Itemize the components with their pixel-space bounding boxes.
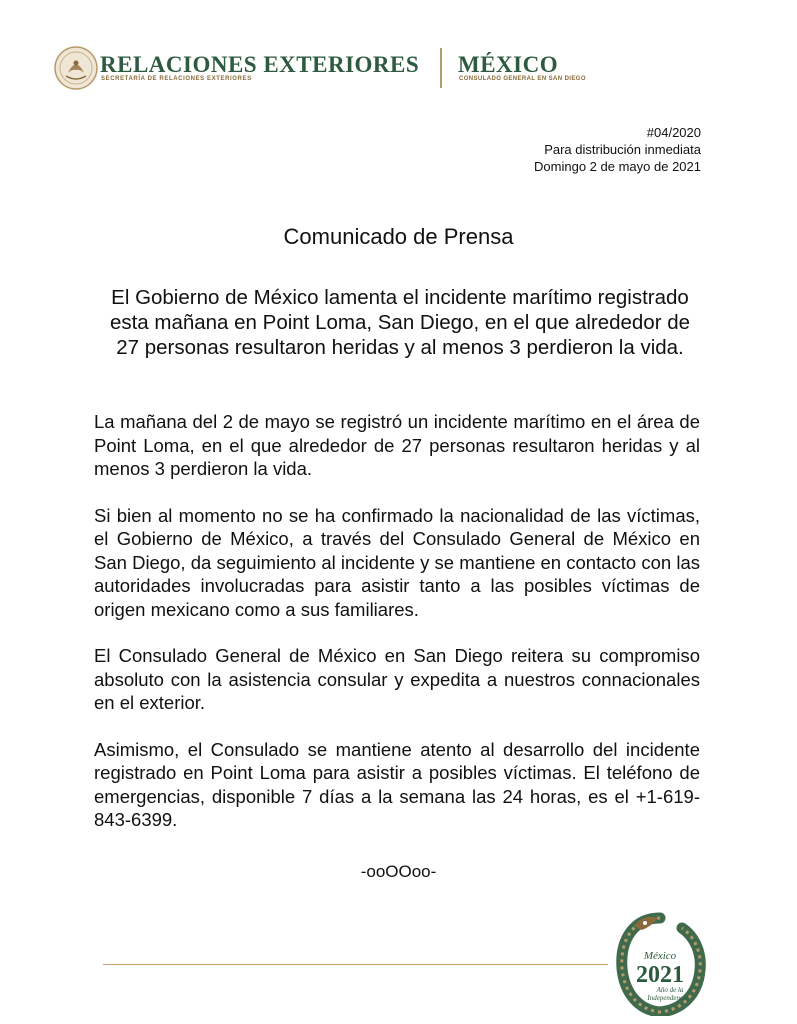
mexico-2021-serpent-emblem-icon <box>612 912 708 1016</box>
emblem-mexico-label: México <box>643 950 677 962</box>
emblem-year: 2021 <box>636 962 684 988</box>
header-divider <box>440 48 442 88</box>
paragraph: Si bien al momento no se ha confirmado la nacionalidad de las víctimas, el Gobierno de México, a través del Consulado General de México en San Diego, da seguimiento al incidente y se mantiene en contacto con las autoridades involucradas para asistir tanto a las posibles víctimas de origen mexicano como a sus familiares. <box>94 504 700 620</box>
paragraph: La mañana del 2 de mayo se registró un incidente marítimo en el área de Point Loma, en el que alrededor de 27 personas resultaron heridas y al menos 3 perdieron la vida. <box>94 411 700 479</box>
release-meta <box>534 124 701 175</box>
document-title: Comunicado de Prensa <box>283 224 514 249</box>
paragraph: Asimismo, el Consulado se mantiene atento al desarrollo del incidente registrado en Point Loma para asistir a posibles víctimas. El teléfono de emergencias, disponible 7 días a la semana las 24 horas, es el +1-619-843-6399. <box>94 738 700 830</box>
org-subtitle: SECRETARÍA DE RELACIONES EXTERIORES <box>101 76 252 82</box>
paragraph: El Consulado General de México en San Diego reitera su compromiso absoluto con la asistencia consular y expedita a nuestros connacionales en el exterior. <box>94 645 700 713</box>
release-number: #04/2020 <box>646 125 701 140</box>
distribution-note: Para distribución inmediata <box>544 142 701 157</box>
footer-divider <box>103 964 608 965</box>
release-date: Domingo 2 de mayo de 2021 <box>534 159 701 174</box>
closing-mark: -ooOOoo- <box>360 862 437 881</box>
emblem-label-line3: Año de la <box>656 986 684 994</box>
country-title: MÉXICO <box>458 52 559 77</box>
consulate-subtitle: CONSULADO GENERAL EN SAN DIEGO <box>459 76 586 82</box>
coat-of-arms-seal-icon <box>54 46 98 90</box>
body-text <box>94 410 700 855</box>
letterhead <box>50 42 610 96</box>
headline: El Gobierno de México lamenta el incidente marítimo registrado esta mañana en Point Loma, San Diego, en el que alrededor de 27 personas resultaron heridas y al menos 3 perdieron la vida. <box>109 286 691 359</box>
org-title: RELACIONES EXTERIORES <box>100 52 420 77</box>
emblem-label-line4: Independencia <box>647 994 689 1002</box>
